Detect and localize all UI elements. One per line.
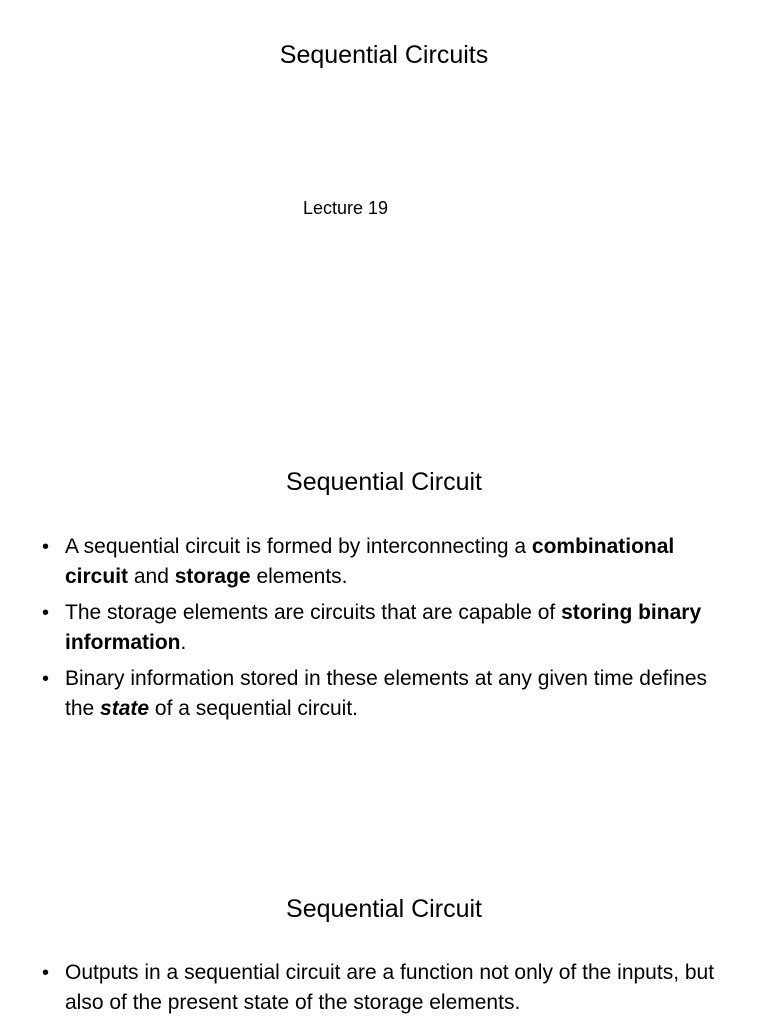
bullet-text: elements. (250, 565, 348, 588)
bullet-list (0, 532, 768, 730)
bullet-icon: • (42, 536, 50, 558)
bullet-icon: • (42, 668, 50, 690)
bullet-emphasis: state (100, 697, 150, 720)
bullet-item (0, 664, 768, 724)
bullet-item (0, 532, 768, 592)
bullet-text: and (128, 565, 175, 588)
bullet-text: of a sequential circuit. (149, 697, 359, 720)
bullet-emphasis: storing binary information (65, 601, 702, 654)
bullet-emphasis: storage (174, 565, 251, 588)
bullet-icon: • (42, 962, 50, 984)
bullet-icon: • (42, 602, 50, 624)
slide-2 (0, 420, 768, 840)
slide-1 (0, 0, 768, 420)
bullet-list (0, 958, 768, 1024)
bullet-item (0, 958, 768, 1018)
bullet-text: The storage elements are circuits that are capable of (65, 601, 562, 624)
bullet-text: Outputs in a sequential circuit are a function not only of the inputs, but also of the present state of the storage elements. (65, 961, 715, 1014)
slide-title: Sequential Circuit (286, 468, 482, 496)
bullet-text: A sequential circuit is formed by interconnecting a (65, 535, 532, 558)
bullet-emphasis: combinational circuit (65, 535, 675, 588)
bullet-item (0, 598, 768, 658)
bullet-text: Binary information stored in these elements at any given time defines the (65, 667, 708, 720)
slide-subtitle: Lecture 19 (303, 198, 389, 218)
slide-3 (0, 850, 768, 1024)
slide-title: Sequential Circuits (279, 41, 489, 69)
slide-title: Sequential Circuit (286, 895, 482, 923)
bullet-text: . (180, 631, 187, 654)
